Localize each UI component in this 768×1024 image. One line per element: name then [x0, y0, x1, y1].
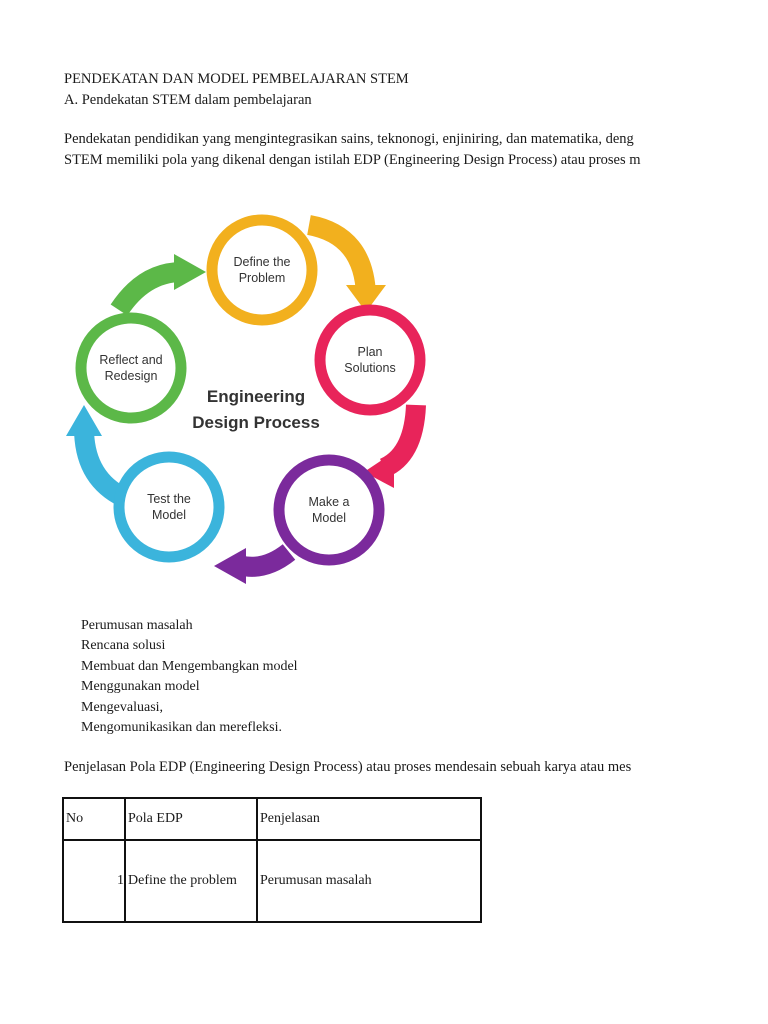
diagram-center-title-2: Design Process	[192, 413, 320, 432]
table-row	[63, 840, 481, 922]
header-pola-edp: Pola EDP	[125, 798, 257, 840]
arrow-test-to-reflect	[84, 428, 119, 495]
node-make-label-1: Make a	[308, 495, 350, 509]
node-plan-label-2: Solutions	[344, 361, 396, 375]
diagram-center-title-1: Engineering	[206, 387, 306, 406]
node-define-label-2: Problem	[238, 271, 286, 285]
node-plan-label-1: Plan	[357, 345, 383, 359]
document-header	[64, 69, 653, 111]
list-item: Rencana solusi	[81, 638, 166, 654]
arrow-make-to-test-head	[214, 548, 246, 584]
edp-table	[62, 797, 482, 923]
cell-no: 1	[63, 840, 125, 922]
cell-pola: Define the problem	[125, 840, 257, 922]
node-make-label-2: Model	[311, 511, 347, 525]
node-make-a-model	[279, 460, 379, 560]
node-define-the-problem	[212, 220, 312, 320]
list-item: Perumusan masalah	[81, 618, 193, 633]
list-item: Menggunakan model	[81, 679, 200, 695]
arrow-define-to-plan	[309, 225, 366, 295]
section-heading: A. Pendekatan STEM dalam pembelajaran	[64, 92, 312, 108]
header-no: No	[63, 798, 125, 840]
arrow-make-to-test	[239, 552, 289, 567]
header-penjelasan: Penjelasan	[257, 798, 481, 840]
table-intro	[64, 757, 653, 778]
node-define-label-1: Define the	[233, 255, 291, 269]
list-item: Membuat dan Mengembangkan model	[81, 658, 298, 674]
cell-penjelasan: Perumusan masalah	[257, 840, 481, 922]
intro-paragraph	[64, 129, 653, 171]
document-title: PENDEKATAN DAN MODEL PEMBELAJARAN STEM	[64, 71, 409, 87]
arrow-reflect-to-define-head	[174, 254, 206, 290]
node-plan-solutions	[320, 310, 420, 410]
table-header-row	[63, 798, 481, 840]
table-intro-line: Penjelasan Pola EDP (Engineering Design Process) atau proses mendesain sebuah karya atau mes	[64, 759, 632, 775]
node-test-the-model	[119, 457, 219, 557]
list-item: Mengomunikasikan dan merefleksi.	[81, 719, 283, 735]
edp-steps-list	[81, 616, 298, 738]
node-reflect-and-redesign	[81, 318, 181, 418]
edp-cycle-diagram	[64, 200, 434, 595]
paragraph-line: Pendekatan pendidikan yang mengintegrasikan sains, teknonogi, enjiniring, dan matematika, deng	[64, 131, 634, 147]
node-test-label-1: Test the	[147, 492, 191, 506]
node-test-label-2: Model	[151, 508, 187, 522]
list-item: Mengevaluasi,	[81, 699, 164, 715]
arrow-reflect-to-define	[119, 272, 182, 310]
node-reflect-label-1: Reflect and	[99, 353, 163, 367]
node-reflect-label-2: Redesign	[104, 369, 158, 383]
paragraph-line: STEM memiliki pola yang dikenal dengan istilah EDP (Engineering Design Process) atau proses m	[64, 152, 641, 168]
